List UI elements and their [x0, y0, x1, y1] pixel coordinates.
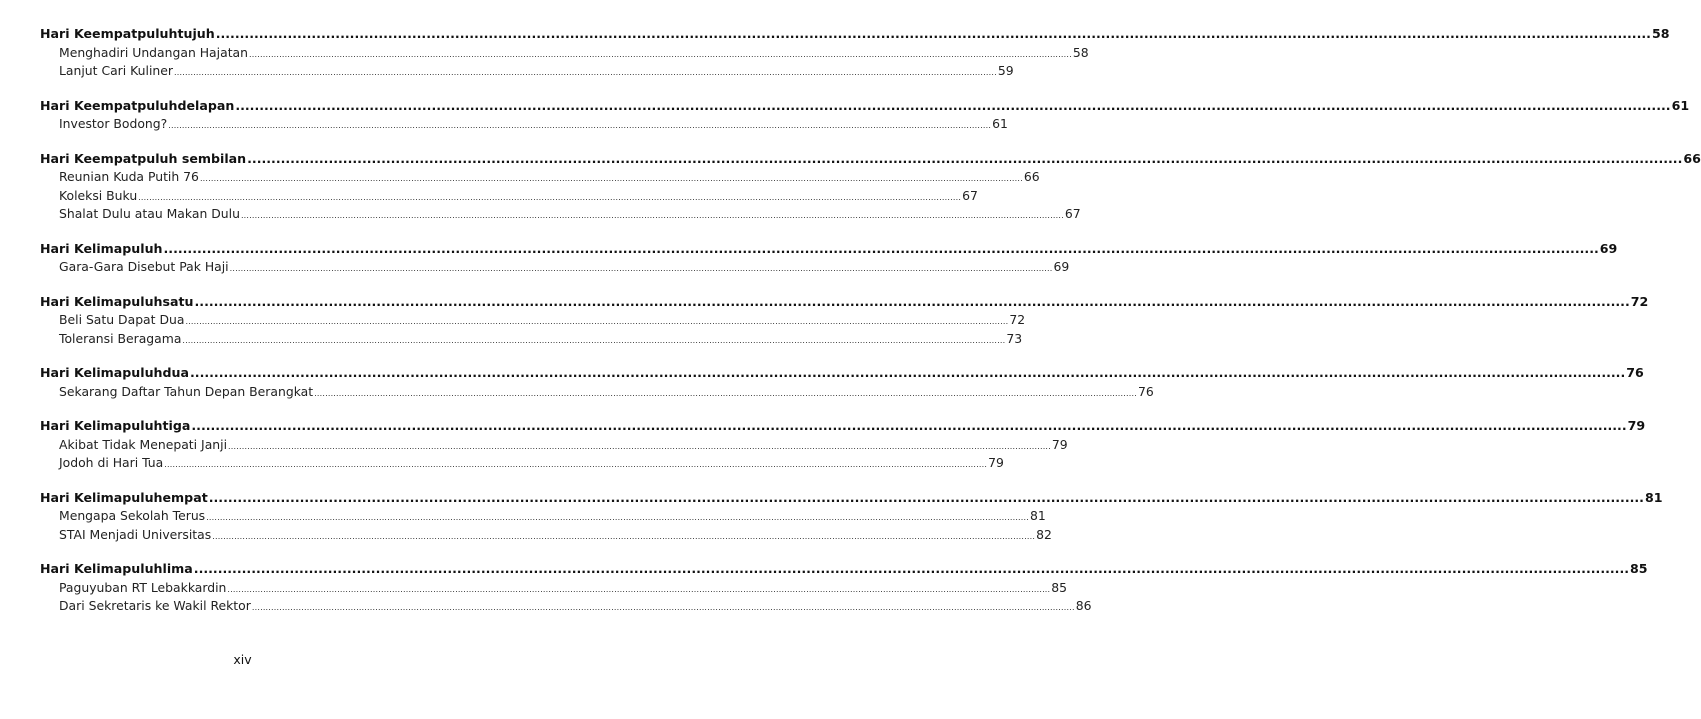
toc-section-entry-title: Dari Sekretaris ke Wakil Rektor — [59, 598, 251, 613]
toc-chapter — [40, 150, 1701, 225]
toc-chapter-entry-title: Hari Kelimapuluhdua — [40, 365, 189, 380]
toc-section-entry-title: Shalat Dulu atau Makan Dulu — [59, 206, 240, 221]
dot-leader: ............................................................................................................................................................................................................................................................................................................ — [194, 293, 1630, 309]
toc-section-entry[interactable] — [40, 330, 1023, 350]
toc-section-entry[interactable] — [40, 169, 1040, 188]
toc-chapter — [40, 293, 1649, 350]
toc-section-entry-page: 81 — [1030, 508, 1046, 523]
toc-section-entry-page: 61 — [992, 116, 1008, 131]
toc-chapter-entry-page: 85 — [1630, 561, 1648, 576]
dot-leader: ............................................................................................................................................................................................................................................................................................................ — [240, 211, 1064, 220]
toc-section-entry-title: STAI Menjadi Universitas — [59, 526, 212, 542]
toc-section-entry[interactable] — [40, 455, 1004, 474]
toc-chapter-entry[interactable] — [40, 97, 1690, 117]
toc-section-entry-title: Paguyuban RT Lebakkardin — [59, 579, 227, 595]
toc-chapter-entry-title: Hari Keempatpuluhdelapan — [40, 97, 235, 113]
toc-chapter-entry-title: Hari Keempatpuluhtujuh — [40, 26, 215, 41]
toc-chapter-entry[interactable] — [40, 489, 1663, 509]
toc-section-entry-title: Beli Satu Dapat Dua — [59, 312, 185, 327]
toc-section-entry[interactable] — [40, 116, 1008, 135]
toc-chapter-entry[interactable] — [40, 26, 1670, 45]
toc-section-entry[interactable] — [40, 598, 1092, 617]
toc-section-entry-title: Investor Bodong? — [59, 116, 168, 131]
toc-section-entry-title: Jodoh di Hari Tua — [59, 455, 164, 470]
dot-leader: ............................................................................................................................................................................................................................................................................................................ — [168, 121, 992, 130]
toc-section-entry-page: 79 — [1051, 436, 1068, 452]
toc-chapter-entry[interactable] — [40, 150, 1701, 170]
table-of-contents — [40, 26, 1701, 633]
toc-section-entry[interactable] — [40, 259, 1070, 278]
toc-chapter — [40, 26, 1670, 82]
toc-section-entry-page: 58 — [1072, 44, 1089, 60]
toc-chapter-entry-page: 79 — [1627, 418, 1646, 433]
dot-leader: ............................................................................................................................................................................................................................................................................................................ — [199, 174, 1023, 183]
toc-chapter-entry-title: Hari Kelimapuluhlima — [40, 561, 193, 576]
dot-leader: ............................................................................................................................................................................................................................................................................................................ — [185, 317, 1009, 326]
toc-chapter-entry-page: 69 — [1599, 240, 1618, 256]
dot-leader: ............................................................................................................................................................................................................................................................................................................ — [164, 460, 988, 469]
toc-section-entry-title: Sekarang Daftar Tahun Depan Berangkat — [59, 383, 314, 399]
dot-leader: ............................................................................................................................................................................................................................................................................................................ — [182, 335, 1006, 345]
toc-section-entry-page: 76 — [1138, 383, 1154, 399]
dot-leader: ............................................................................................................................................................................................................................................................................................................ — [227, 584, 1051, 594]
toc-chapter-entry-title: Hari Kelimapuluh — [40, 240, 163, 256]
dot-leader: ............................................................................................................................................................................................................................................................................................................ — [163, 240, 1599, 256]
toc-section-entry[interactable] — [40, 63, 1014, 82]
toc-chapter-entry-page: 76 — [1626, 365, 1644, 380]
toc-section-entry[interactable] — [40, 187, 978, 207]
toc-chapter — [40, 240, 1618, 278]
dot-leader: ............................................................................................................................................................................................................................................................................................................ — [138, 192, 962, 202]
toc-section-entry-page: 66 — [1023, 169, 1040, 184]
toc-section-entry-title: Koleksi Buku — [59, 187, 138, 203]
toc-section-entry-page: 59 — [997, 63, 1014, 78]
dot-leader: ............................................................................................................................................................................................................................................................................................................ — [228, 441, 1051, 451]
toc-chapter-entry-page: 81 — [1644, 489, 1663, 505]
toc-chapter — [40, 97, 1690, 135]
toc-section-entry-title: Reunian Kuda Putih 76 — [59, 169, 199, 184]
toc-chapter-entry[interactable] — [40, 561, 1648, 580]
toc-section-entry-page: 72 — [1009, 312, 1026, 327]
toc-section-entry-title: Akibat Tidak Menepati Janji — [59, 436, 228, 452]
toc-section-entry-page: 69 — [1053, 259, 1070, 274]
toc-section-entry-page: 67 — [962, 187, 978, 203]
toc-chapter-entry-page: 58 — [1651, 26, 1670, 41]
dot-leader: ............................................................................................................................................................................................................................................................................................................ — [193, 561, 1630, 576]
toc-chapter-entry[interactable] — [40, 240, 1618, 260]
toc-section-entry-title: Menghadiri Undangan Hajatan — [59, 44, 248, 60]
toc-section-entry[interactable] — [40, 383, 1154, 403]
toc-chapter-entry-title: Hari Keempatpuluh sembilan — [40, 150, 247, 166]
toc-section-entry-title: Gara-Gara Disebut Pak Haji — [59, 259, 229, 274]
toc-chapter — [40, 418, 1646, 474]
dot-leader: ............................................................................................................................................................................................................................................................................................................ — [247, 150, 1683, 166]
dot-leader: ............................................................................................................................................................................................................................................................................................................ — [314, 388, 1137, 398]
toc-section-entry-title: Lanjut Cari Kuliner — [59, 63, 173, 78]
toc-chapter-entry[interactable] — [40, 418, 1646, 437]
dot-leader: ............................................................................................................................................................................................................................................................................................................ — [251, 603, 1075, 612]
toc-section-entry-page: 79 — [988, 455, 1004, 470]
toc-chapter-entry[interactable] — [40, 365, 1644, 384]
toc-section-entry[interactable] — [40, 44, 1089, 64]
dot-leader: ............................................................................................................................................................................................................................................................................................................ — [191, 418, 1627, 433]
dot-leader: ............................................................................................................................................................................................................................................................................................................ — [206, 513, 1030, 522]
toc-section-entry-page: 85 — [1051, 579, 1068, 595]
toc-chapter-entry[interactable] — [40, 293, 1649, 313]
toc-section-entry-page: 67 — [1064, 206, 1081, 221]
dot-leader: ............................................................................................................................................................................................................................................................................................................ — [212, 531, 1036, 541]
toc-chapter-entry-page: 61 — [1671, 97, 1690, 113]
dot-leader: ............................................................................................................................................................................................................................................................................................................ — [208, 489, 1644, 505]
toc-section-entry[interactable] — [40, 579, 1068, 599]
toc-section-entry-title: Toleransi Beragama — [59, 330, 182, 346]
toc-section-entry[interactable] — [40, 312, 1026, 331]
toc-section-entry-page: 82 — [1036, 526, 1052, 542]
toc-section-entry-title: Mengapa Sekolah Terus — [59, 508, 206, 523]
dot-leader: ............................................................................................................................................................................................................................................................................................................ — [249, 49, 1072, 59]
toc-chapter-entry-title: Hari Kelimapuluhsatu — [40, 293, 194, 309]
toc-section-entry[interactable] — [40, 526, 1052, 546]
page-number: xiv — [233, 652, 252, 667]
dot-leader: ............................................................................................................................................................................................................................................................................................................ — [215, 26, 1651, 41]
dot-leader: ............................................................................................................................................................................................................................................................................................................ — [190, 365, 1626, 380]
dot-leader: ............................................................................................................................................................................................................................................................................................................ — [235, 97, 1671, 113]
toc-section-entry-page: 86 — [1075, 598, 1092, 613]
toc-section-entry[interactable] — [40, 206, 1081, 225]
toc-chapter-entry-title: Hari Kelimapuluhempat — [40, 489, 208, 505]
toc-chapter-entry-title: Hari Kelimapuluhtiga — [40, 418, 191, 433]
dot-leader: ............................................................................................................................................................................................................................................................................................................ — [229, 264, 1053, 273]
toc-chapter-entry-page: 66 — [1683, 150, 1701, 166]
toc-chapter — [40, 561, 1648, 617]
toc-section-entry[interactable] — [40, 508, 1046, 527]
toc-section-entry-page: 73 — [1006, 330, 1023, 346]
dot-leader: ............................................................................................................................................................................................................................................................................................................ — [173, 68, 997, 77]
toc-chapter — [40, 365, 1644, 402]
toc-chapter — [40, 489, 1663, 546]
toc-chapter-entry-page: 72 — [1630, 293, 1649, 309]
toc-section-entry[interactable] — [40, 436, 1068, 456]
